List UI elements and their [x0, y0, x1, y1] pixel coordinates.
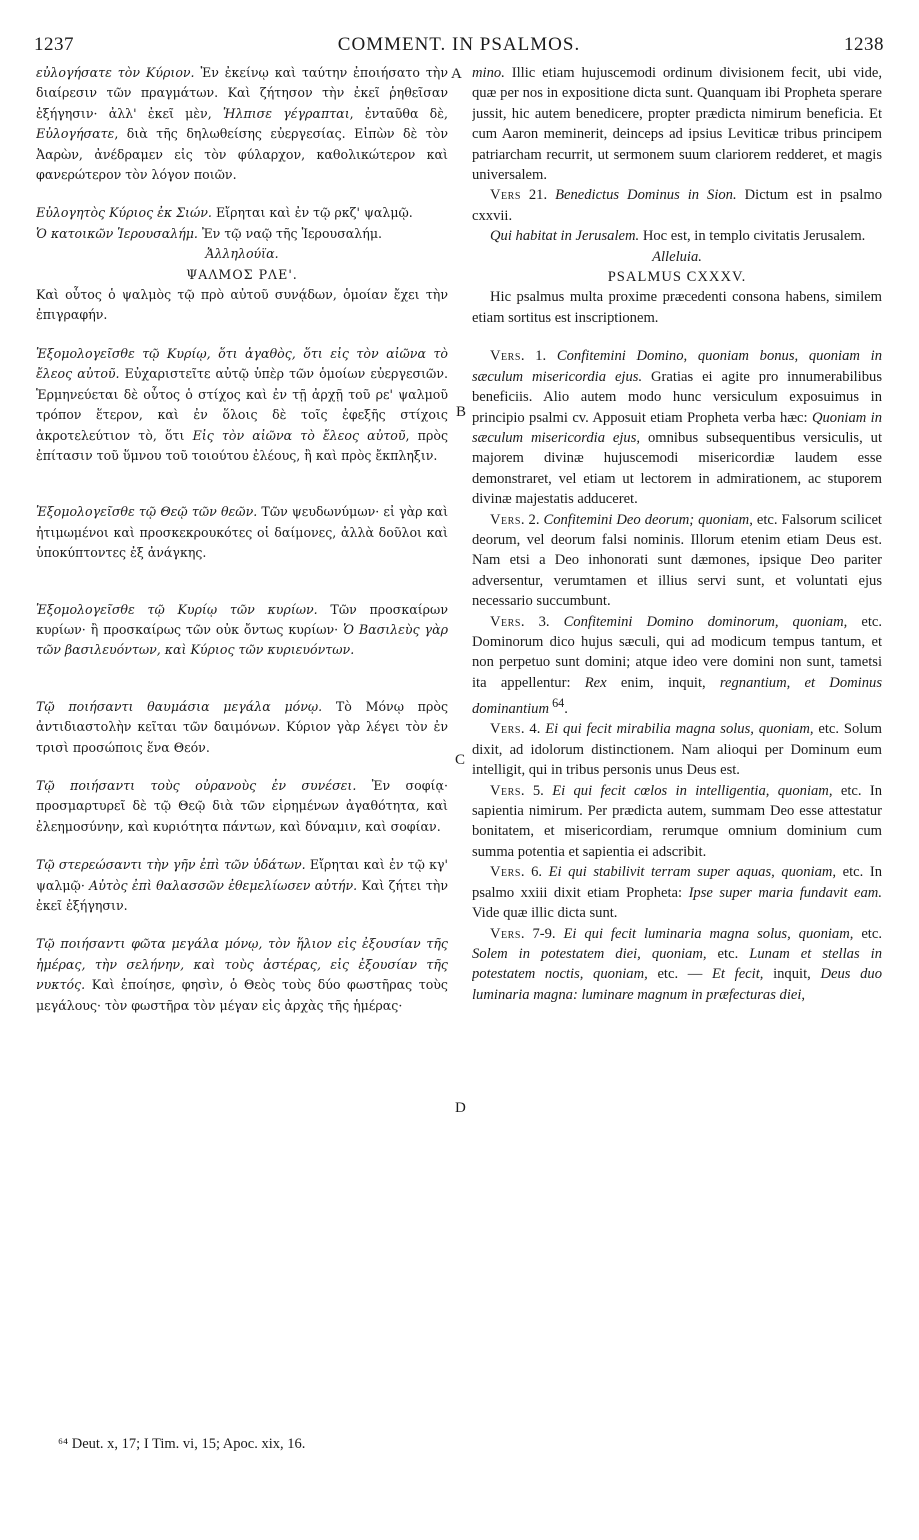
latin-text: etc. Solum dixit, ad idolorum distinctionem. Nam alioqui per Dominum eum intelligit, qui in tribus personis unus Deus est. [472, 721, 882, 779]
latin-lemma: Confitemini Domino dominorum, quoniam, [563, 613, 848, 630]
page-number-right: 1238 [844, 34, 884, 55]
latin-lemma: Benedictus Dominus in Sion. [555, 187, 737, 204]
latin-paragraph [472, 510, 882, 612]
greek-paragraph [36, 344, 448, 466]
latin-lemma: Qui habitat in Jerusalem. [490, 228, 640, 245]
latin-text: Dictum est in psalmo cxxvii. [472, 187, 882, 224]
greek-lemma: Ἐξομολογεῖσθε τῷ Θεῷ τῶν θεῶν. [36, 504, 258, 520]
vers-label: Vers [490, 613, 521, 630]
greek-text: Καὶ ἐποίησε, φησὶν, ὁ Θεὸς τοὺς δύο φωστῆρας τοὺς μεγάλους· τὸν φωστῆρα τὸν μέγαν εἰς ἀρχὰς τῆς ἡμέρας· [36, 977, 448, 1013]
greek-quote: Ἠλπισε γέγραπται [222, 105, 350, 121]
greek-text: Τῶν προσκαίρων κυρίων· ἢ προσκαίρως τῶν οὐκ ὄντως κυρίων· [36, 601, 448, 637]
vers-number: . 1. [520, 348, 557, 365]
latin-paragraph [472, 719, 882, 780]
vers-number: . 2. [520, 511, 544, 528]
latin-lemma: Confitemini Domino, quoniam bonus, quoniam in sæculum misericordia ejus. [472, 348, 882, 385]
margin-letter-c: C [455, 752, 466, 768]
latin-text: etc. [706, 945, 750, 962]
latin-text: enim, inquit, [606, 674, 720, 691]
latin-text: etc. — [647, 966, 713, 983]
greek-quote: Εὐλογήσατε [36, 126, 115, 142]
latin-paragraph [472, 226, 882, 246]
greek-lemma: Τῷ ποιήσαντι θαυμάσια μεγάλα μόνῳ. [36, 698, 323, 714]
vers-number: . 3. [520, 613, 564, 630]
vers-label: Vers [490, 925, 521, 942]
latin-text: . [564, 701, 568, 718]
latin-lemma: Ei qui fecit cœlos in intelligentia, quoniam, [552, 782, 833, 799]
greek-paragraph [36, 224, 448, 244]
greek-alleluia: Ἀλληλούϊα. [205, 246, 279, 262]
greek-quote: Αὐτὸς ἐπὶ θαλασσῶν ἐθεμελίωσεν αὐτήν. [89, 877, 358, 893]
greek-psalm-heading: ΨΑΛΜΟΣ ΡΛΕ'. [186, 266, 298, 282]
greek-text: , ἐνταῦθα δὲ, [349, 105, 448, 121]
greek-lemma: Τῷ ποιήσαντι τοὺς οὐρανοὺς ἐν συνέσει. [36, 777, 357, 793]
latin-text: Gratias ei agite pro innumerabilibus beneficiis. Alio autem modo hunc versiculum exposuimus in principio psalmi cv. Apposuit etiam Propheta verba hæc: [472, 368, 882, 426]
greek-text: Ἐν ἐκείνῳ καὶ ταύτην ἐποιήσατο τὴν διαίρεσιν τῶν πραγμάτων. Καὶ ζήτησον τὴν ἐκεῖ ῥηθεῖσαν ἐξήγησιν· ἀλλ' ἐκεῖ μὲν, [36, 65, 448, 121]
latin-paragraph [472, 862, 882, 923]
latin-column [472, 63, 882, 1458]
greek-lemma: Ἐξομολογεῖσθε τῷ Κυρίῳ τῶν κυρίων. [36, 601, 318, 617]
greek-text: , διὰ τῆς δηλωθείσης εὐεργεσίας. Εἰπὼν δὲ τὸν Ἀαρὼν, ἀνέδραμεν εἰς τὸν φύλαρχον, καθολικώτερον καὶ φανερώτερον τὸν λόγον ποιῶν. [36, 126, 448, 183]
running-header [34, 34, 884, 56]
latin-quote: Deus duo luminaria magna: luminare magnum in præfecturas diei, [472, 966, 882, 1003]
latin-quote: regnantium, et Dominus dominantium [472, 674, 882, 718]
latin-text: Hoc est, in templo civitatis Jerusalem. [639, 228, 866, 245]
latin-lemma: Ei qui stabilivit terram super aquas, quoniam, [548, 864, 837, 881]
greek-text: Τὸ Μόνῳ πρὸς ἀντιδιαστολὴν κεῖται τῶν δαιμόνων. Κύριον γὰρ λέγει τὸν ἐν τρισὶ προσώποις ἕνα Θεόν. [36, 698, 448, 755]
latin-paragraph [472, 924, 882, 1006]
greek-text: , πρὸς ἐπίτασιν τοῦ ὕμνου τοῦ τοιούτου ἐλέους, ἢ καὶ πρὸς ἔκπληξιν. [36, 427, 448, 463]
greek-lemma: εὐλογήσατε τὸν Κύριον. [36, 65, 195, 80]
latin-quote: Solem in potestatem diei, quoniam, [472, 945, 707, 962]
vers-label: Vers [490, 721, 521, 738]
greek-lemma: Τῷ ποιήσαντι φῶτα μεγάλα μόνῳ, τὸν ἥλιον εἰς ἐξουσίαν τῆς ἡμέρας, τὴν σελήνην, καὶ τοὺς ἀστέρας, εἰς ἐξουσίαν τῆς νυκτός. [36, 936, 448, 993]
greek-quote: Εἰς τὸν αἰῶνα τὸ ἔλεος αὐτοῦ [192, 427, 406, 443]
latin-lemma: mino. [472, 65, 505, 81]
vers-number: . 5. [520, 782, 553, 799]
vers-label: Vers [490, 864, 521, 881]
footnote-ref: 64 [549, 696, 565, 711]
greek-paragraph [36, 600, 448, 661]
latin-paragraph [472, 63, 882, 185]
vers-number: . 7-9. [520, 925, 564, 942]
latin-text: omnibus subsequentibus versiculis, ut majorem divinæ hujuscemodi misericordiæ laudem esse demonstraret, vel etiam ut lectorem in admirationem, ac stuporem divinæ majestatis adduceret. [472, 429, 882, 508]
vers-number: . 4. [520, 721, 546, 738]
latin-text: etc. Dominorum dico hujus sæculi, qui ad modicum tempus tantum, et non perpetuo sunt domini; atque ideo vere domini non sunt, tametsi ita appellentur: [472, 613, 882, 691]
greek-quote: Ὁ Βασιλεὺς γὰρ τῶν βασιλευόντων, καὶ Κύριος τῶν κυριευόντων. [36, 621, 448, 658]
greek-text: Εἴρηται καὶ ἐν τῷ ρκζ' ψαλμῷ. [211, 205, 413, 221]
margin-letter-d: D [455, 1100, 466, 1116]
vers-label: Vers [490, 511, 521, 528]
latin-paragraph [472, 612, 882, 720]
greek-column [36, 63, 448, 1458]
latin-quote: Rex [584, 674, 607, 691]
greek-text: Εὐχαριστεῖτε αὐτῷ ὑπὲρ τῶν ὁμοίων εὐεργεσιῶν. Ἑρμηνεύεται δὲ οὗτος ὁ στίχος καὶ ἐν τῇ ἀρχῇ τοῦ ρε' ψαλμοῦ τρόπον ἕτερον, καὶ ἐν ὅλοις δὲ τοῖς ἐφεξῆς στίχοις ἀκροτελεύτιον τὸ, ὅτι [36, 366, 448, 443]
vers-number: . 6. [520, 864, 549, 881]
greek-text: Ἐν σοφίᾳ· προσμαρτυρεῖ δὲ τῷ Θεῷ διὰ τῶν εἰρημένων ἀγαθότητα, καὶ ἐλεημοσύνην, καὶ κυριότητα πάντων, καὶ δύναμιν, καὶ σοφίαν. [36, 777, 448, 834]
greek-paragraph [36, 855, 448, 916]
greek-paragraph: Καὶ οὗτος ὁ ψαλμὸς τῷ πρὸ αὐτοῦ συνᾴδων, ὁμοίαν ἔχει τὴν ἐπιγραφήν. [36, 287, 448, 323]
latin-text: Illic etiam hujuscemodi ordinum divisionem fecit, ubi vide, quæ per nos in expositione dicta sunt. Quanquam ibi Propheta sperare jussit, hic autem benedicere, propter prædicta nimirum beneficia. Et cum Aaron meminerit, deinceps ad ipsius Leviticæ tribus principem patriarcham recurrit, ut sermonem suum clariorem redderet, et magis universalem. [472, 65, 882, 184]
footnote: ⁶⁴ Deut. x, 17; I Tim. vi, 15; Apoc. xix, 16. [58, 1436, 306, 1452]
greek-text: Καὶ ζήτει τὴν ἐκεῖ ἐξήγησιν. [36, 877, 448, 913]
latin-alleluia: Alleluia. [652, 248, 702, 265]
latin-psalm-heading: PSALMUS CXXXV. [607, 269, 747, 286]
margin-letter-b: B [456, 404, 467, 420]
latin-lemma: Ei qui fecit luminaria magna solus, quoniam, [563, 925, 854, 942]
latin-text: etc. [853, 925, 882, 942]
vers-number: 21. [520, 187, 556, 204]
latin-quote: Ipse super maria fundavit eam. [688, 884, 882, 901]
greek-text: Εἴρηται καὶ ἐν τῷ κγ' ψαλμῷ· [36, 857, 448, 893]
page-number-left: 1237 [34, 34, 74, 55]
greek-text: Ἐν τῷ ναῷ τῆς Ἱερουσαλήμ. [197, 225, 383, 241]
latin-text: inquit, [763, 966, 821, 983]
margin-letter-a: A [451, 66, 462, 82]
latin-text: Vide quæ illic dicta sunt. [472, 905, 618, 922]
greek-paragraph [36, 776, 448, 837]
greek-paragraph [36, 697, 448, 758]
latin-paragraph [472, 185, 882, 226]
latin-quote: Lunam et stellas in potestatem noctis, quoniam, [472, 945, 882, 983]
greek-paragraph [36, 934, 448, 1016]
latin-lemma: Ei qui fecit mirabilia magna solus, quoniam, [545, 721, 814, 738]
greek-paragraph [36, 63, 448, 185]
greek-text: Τῶν ψευδωνύμων· εἰ γὰρ καὶ ἠτιμωμένοι καὶ προσκεκρουκότες οἱ δαίμονες, ἀλλὰ δοῦλοι καὶ ὑποκύπτοντες ἐξ ἀνάγκης. [36, 504, 448, 561]
vers-label: Vers [490, 782, 521, 799]
latin-quote: Et fecit, [712, 966, 764, 983]
greek-lemma: Ὁ κατοικῶν Ἱερουσαλήμ. [36, 225, 198, 241]
greek-lemma: Τῷ στερεώσαντι τὴν γῆν ἐπὶ τῶν ὑδάτων. [36, 857, 306, 873]
vers-label: Vers [490, 348, 521, 365]
greek-paragraph [36, 203, 448, 223]
running-title: COMMENT. IN PSALMOS. [337, 34, 581, 55]
latin-lemma: Confitemini Deo deorum; quoniam, [543, 511, 753, 528]
latin-text: etc. In psalmo xxiii dixit etiam Propheta: [472, 864, 882, 901]
vers-label: Vers [490, 187, 521, 204]
latin-text: etc. In sapientia nimirum. Per prædicta autem, summam Deo esse attestatur bonitatem, et misericordiam, rerumque omnium dominium cum summa potentia et sapientia ei adscribit. [472, 782, 882, 860]
latin-paragraph [472, 781, 882, 863]
latin-text: etc. Falsorum scilicet deorum, vel deorum falsi nominis. Illorum etenim etiam Deus est. Nam etsi a Deo inhonorati sunt dæmones, ipsique Deo pariter adversentur, verumtamen et illius servi sunt, et voluntati ejus necessario succumbunt. [472, 511, 882, 610]
latin-paragraph: Hic psalmus multa proxime præcedenti consona habens, similem etiam sortitus est inscriptionem. [472, 289, 882, 326]
greek-paragraph [36, 502, 448, 563]
greek-lemma: Ἐξομολογεῖσθε τῷ Κυρίῳ, ὅτι ἀγαθὸς, ὅτι εἰς τὸν αἰῶνα τὸ ἔλεος αὐτοῦ. [36, 345, 448, 382]
latin-quote: Quoniam in sæculum misericordia ejus, [472, 409, 882, 446]
latin-paragraph [472, 346, 882, 509]
greek-lemma: Εὐλογητὸς Κύριος ἐκ Σιών. [36, 205, 212, 221]
